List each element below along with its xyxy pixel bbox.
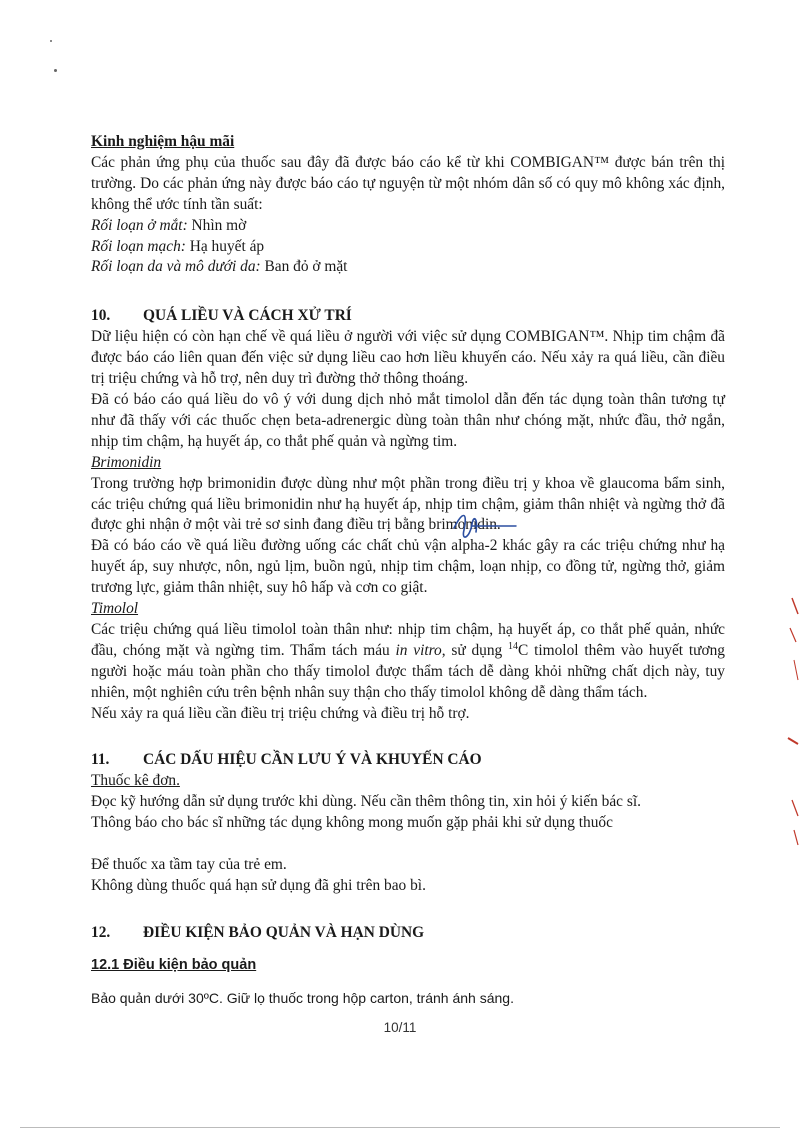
warning-line: Để thuốc xa tầm tay của trẻ em. [91,856,287,874]
section-title: ĐIỀU KIỆN BẢO QUẢN VÀ HẠN DÙNG [143,923,425,941]
postmarketing-heading: Kinh nghiệm hậu mãi [91,133,235,150]
section-10-heading [91,306,725,327]
storage-text: Bảo quản dưới 30ºC. Giữ lọ thuốc trong hộp carton, tránh ánh sáng. [91,989,514,1006]
timolol-paragraph [91,620,725,704]
page-number: 10/11 [383,1020,417,1035]
warning-line: Đọc kỹ hướng dẫn sử dụng trước khi dùng. Nếu cần thêm thông tin, xin hỏi ý kiến bác sĩ. [91,793,641,811]
scan-speck [54,69,57,72]
isotope-superscript: 14 [508,640,519,652]
warning-line: Thông báo cho bác sĩ những tác dụng không mong muốn gặp phải khi sử dụng thuốc [91,814,613,832]
adverse-item [91,237,725,258]
adverse-item-label: Rối loạn mạch: [91,237,186,255]
adverse-item-text: Hạ huyết áp [185,237,265,255]
prescription-label: Thuốc kê đơn. [91,772,180,790]
section-11 [91,750,725,896]
brimonidine-heading: Brimonidin [91,453,162,471]
warning-line: Không dùng thuốc quá hạn sử dụng đã ghi trên bao bì. [91,877,426,894]
section-number: 12. [91,923,111,941]
section-12-heading [91,923,725,944]
timolol-text: C timolol thêm vào huyết tương người hoặc máu toàn phần cho thấy timolol được thẩm tách dễ dàng khỏi những chất dịch này, tuy nhiên, một nghiên cứu trên bệnh nhân suy thận cho thấy timolol không dễ dàng thẩm tách. [91,641,725,701]
brimonidine-paragraph: Đã có báo cáo về quá liều đường uống các chất chủ vận alpha-2 khác gây ra các triệu chứng như hạ huyết áp, suy nhược, nôn, ngủ lịm, buồn ngủ, nhịp tim chậm, loạn nhịp, co đồng tử, ngừng thở, giảm trương lực, giảm thân nhiệt, suy hô hấp và cơn co giật. [91,537,725,597]
section-number: 11. [91,751,110,769]
scan-speck [50,40,52,42]
timolol-paragraph: Nếu xảy ra quá liều cần điều trị triệu chứng và điều trị hỗ trợ. [91,704,470,722]
brimonidine-paragraph: Trong trường hợp brimonidin được dùng như một phần trong điều trị y khoa về glaucoma bẩm sinh, các triệu chứng quá liều brimonidin như hạ huyết áp, nhịp tim chậm, giảm thân nhiệt và ngừng thở đã được ghi nhận ở một vài trẻ sơ sinh đang điều trị bằng brimonidin. [91,474,725,534]
timolol-text: Các triệu chứng quá liều timolol toàn thân như: nhịp tim chậm, hạ huyết áp, co thắt phế quản, nhức đầu, chóng mặt và ngừng tim. Thẩm tách máu [91,620,725,659]
section-title: QUÁ LIỀU VÀ CÁCH XỬ TRÍ [143,307,352,325]
storage-subheading: 12.1 Điều kiện bảo quản [91,956,257,973]
postmarketing-intro: Các phản ứng phụ của thuốc sau đây đã được báo cáo kể từ khi COMBIGAN™ được bán trên thị trường. Do các phản ứng này được báo cáo tự nguyện từ một nhóm dân số có quy mô không xác định, không thể ước tính tần suất: [91,153,725,213]
adverse-item [91,257,725,278]
document-body [91,132,725,1008]
section-11-heading [91,750,725,771]
handwritten-initial-mark [448,508,518,544]
adverse-item-label: Rối loạn ở mắt: [91,216,188,234]
overdose-paragraph: Dữ liệu hiện có còn hạn chế về quá liều ở người với việc sử dụng COMBIGAN™. Nhịp tim chậm đã được báo cáo liên quan đến việc sử dụng liều cao hơn liều khuyến cáo. Nếu xảy ra quá liều, cần điều trị triệu chứng và hỗ trợ, nên duy trì đường thở thông thoáng. [91,328,725,388]
timolol-heading: Timolol [91,600,139,618]
section-title: CÁC DẤU HIỆU CẦN LƯU Ý VÀ KHUYẾN CÁO [143,751,482,769]
adverse-item-text: Ban đỏ ở mặt [260,258,348,276]
timolol-text: , sử dụng [441,641,509,659]
section-12 [91,923,725,1008]
margin-stamp-fragment [786,590,800,890]
section-10 [91,306,725,724]
footer-rule [20,1127,780,1128]
adverse-item [91,216,725,237]
section-number: 10. [91,307,111,325]
blank-line [91,834,725,855]
adverse-item-text: Nhìn mờ [187,216,247,234]
overdose-paragraph: Đã có báo cáo quá liều do vô ý với dung dịch nhỏ mắt timolol dẫn đến tác dụng toàn thân tương tự như đã thấy với các thuốc chẹn beta-adrenergic dùng toàn thân như chóng mặt, nhức đầu, thở ngắn, nhịp tim chậm, hạ huyết áp, co thắt phế quản và ngừng tim. [91,390,725,450]
in-vitro-text: in vitro [395,641,442,659]
postmarketing-block [91,132,725,278]
adverse-item-label: Rối loạn da và mô dưới da: [91,258,261,276]
